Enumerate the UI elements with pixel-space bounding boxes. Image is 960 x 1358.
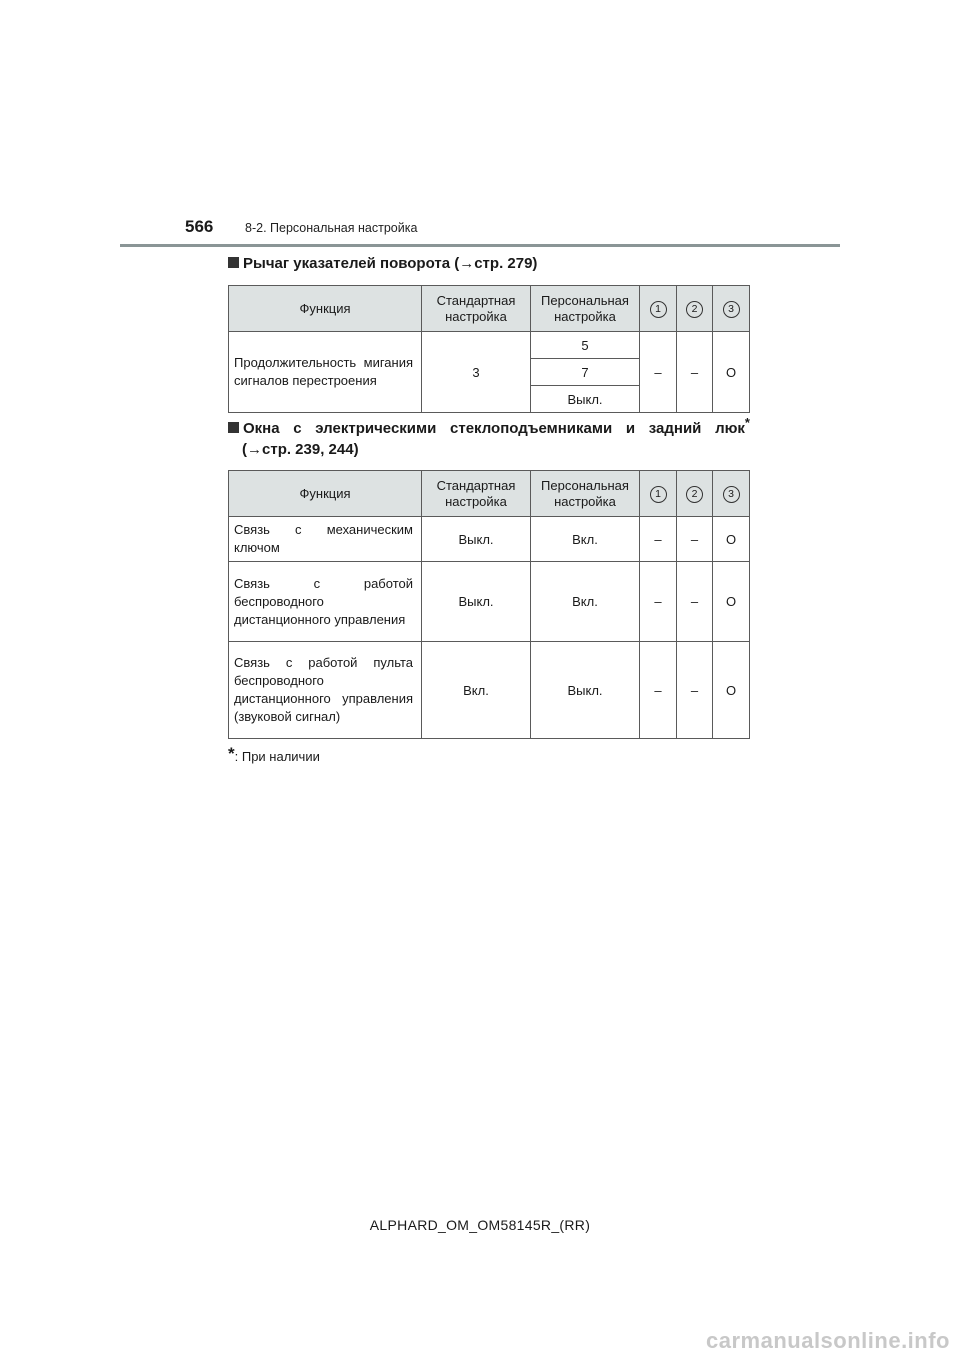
- cell-function: Продолжительность мигания сигналов перестроения: [229, 332, 422, 413]
- cell-col-2: –: [677, 332, 713, 413]
- turn-signal-settings-table: [228, 285, 750, 413]
- circled-1-icon: 1: [650, 301, 667, 318]
- cell-personal: Выкл.: [531, 642, 640, 739]
- header-default: Стандартная настройка: [422, 471, 531, 517]
- cell-personal: Вкл.: [531, 517, 640, 562]
- cell-col-1: –: [640, 562, 677, 642]
- header-col-1: [640, 471, 677, 517]
- header-col-2: [677, 286, 713, 332]
- table-header-row: [229, 286, 750, 332]
- circled-2-icon: 2: [686, 301, 703, 318]
- cell-default: Выкл.: [422, 562, 531, 642]
- cell-option: Выкл.: [531, 386, 640, 413]
- heading-word: электрическими: [315, 420, 437, 437]
- heading-page-ref: стр. 279): [474, 255, 538, 272]
- square-bullet-icon: [228, 257, 239, 268]
- cell-function: Связь с механическим ключом: [229, 517, 422, 562]
- cell-col-3: O: [713, 562, 750, 642]
- circled-3-icon: 3: [723, 486, 740, 503]
- section-title: 8-2. Персональная настройка: [245, 221, 418, 235]
- page-number: 566: [185, 217, 214, 236]
- heading-word: с: [293, 420, 302, 437]
- cell-function: Связь с работой беспроводного дистанционного управления: [229, 562, 422, 642]
- table-row: [229, 517, 750, 562]
- cell-option: 7: [531, 359, 640, 386]
- heading-page-ref-line: (→стр. 239, 244): [242, 441, 359, 458]
- cell-col-2: –: [677, 642, 713, 739]
- header-col-3: [713, 471, 750, 517]
- heading-word: стеклоподъемниками: [450, 420, 613, 437]
- cell-col-3: O: [713, 332, 750, 413]
- circled-1-icon: 1: [650, 486, 667, 503]
- table-row: [229, 332, 750, 359]
- heading-word: Окна: [228, 418, 280, 440]
- table-row: [229, 562, 750, 642]
- table-row: [229, 642, 750, 739]
- header-personal: Персональная настройка: [531, 471, 640, 517]
- circled-3-icon: 3: [723, 301, 740, 318]
- header-rule: [120, 244, 840, 247]
- header-default: Стандартная настройка: [422, 286, 531, 332]
- header-function: Функция: [229, 471, 422, 517]
- circled-2-icon: 2: [686, 486, 703, 503]
- cell-default: Выкл.: [422, 517, 531, 562]
- cell-col-1: –: [640, 332, 677, 413]
- header-col-3: [713, 286, 750, 332]
- footnote-marker: *: [744, 415, 750, 430]
- footnote: [228, 744, 320, 764]
- watermark: carmanualsonline.info: [706, 1328, 950, 1353]
- document-code: ALPHARD_OM_OM58145R_(RR): [369, 1217, 591, 1233]
- heading-word: и: [625, 420, 636, 437]
- header-personal: Персональная настройка: [531, 286, 640, 332]
- header-col-2: [677, 471, 713, 517]
- cell-option: 5: [531, 332, 640, 359]
- square-bullet-icon: [228, 422, 239, 433]
- header-col-1: [640, 286, 677, 332]
- cell-personal: Вкл.: [531, 562, 640, 642]
- cell-function: Связь с работой пульта беспроводного дистанционного управления (звуковой сигнал): [229, 642, 422, 739]
- cell-col-1: –: [640, 517, 677, 562]
- arrow-icon: →: [247, 441, 262, 458]
- cell-col-2: –: [677, 517, 713, 562]
- table-header-row: [229, 471, 750, 517]
- footnote-marker: *: [228, 744, 235, 763]
- heading-power-windows: [228, 415, 750, 440]
- heading-turn-signal-lever: [228, 253, 758, 275]
- cell-col-3: O: [713, 642, 750, 739]
- cell-col-1: –: [640, 642, 677, 739]
- header-function: Функция: [229, 286, 422, 332]
- footnote-text: : При наличии: [234, 749, 320, 764]
- cell-default: Вкл.: [422, 642, 531, 739]
- heading-word: задний: [648, 420, 702, 437]
- cell-col-2: –: [677, 562, 713, 642]
- cell-default: 3: [422, 332, 531, 413]
- arrow-icon: →: [459, 255, 475, 272]
- cell-col-3: O: [713, 517, 750, 562]
- heading-title: Рычаг указателей поворота (: [243, 255, 460, 272]
- window-settings-table: [228, 470, 750, 739]
- heading-word: люк*: [715, 415, 750, 437]
